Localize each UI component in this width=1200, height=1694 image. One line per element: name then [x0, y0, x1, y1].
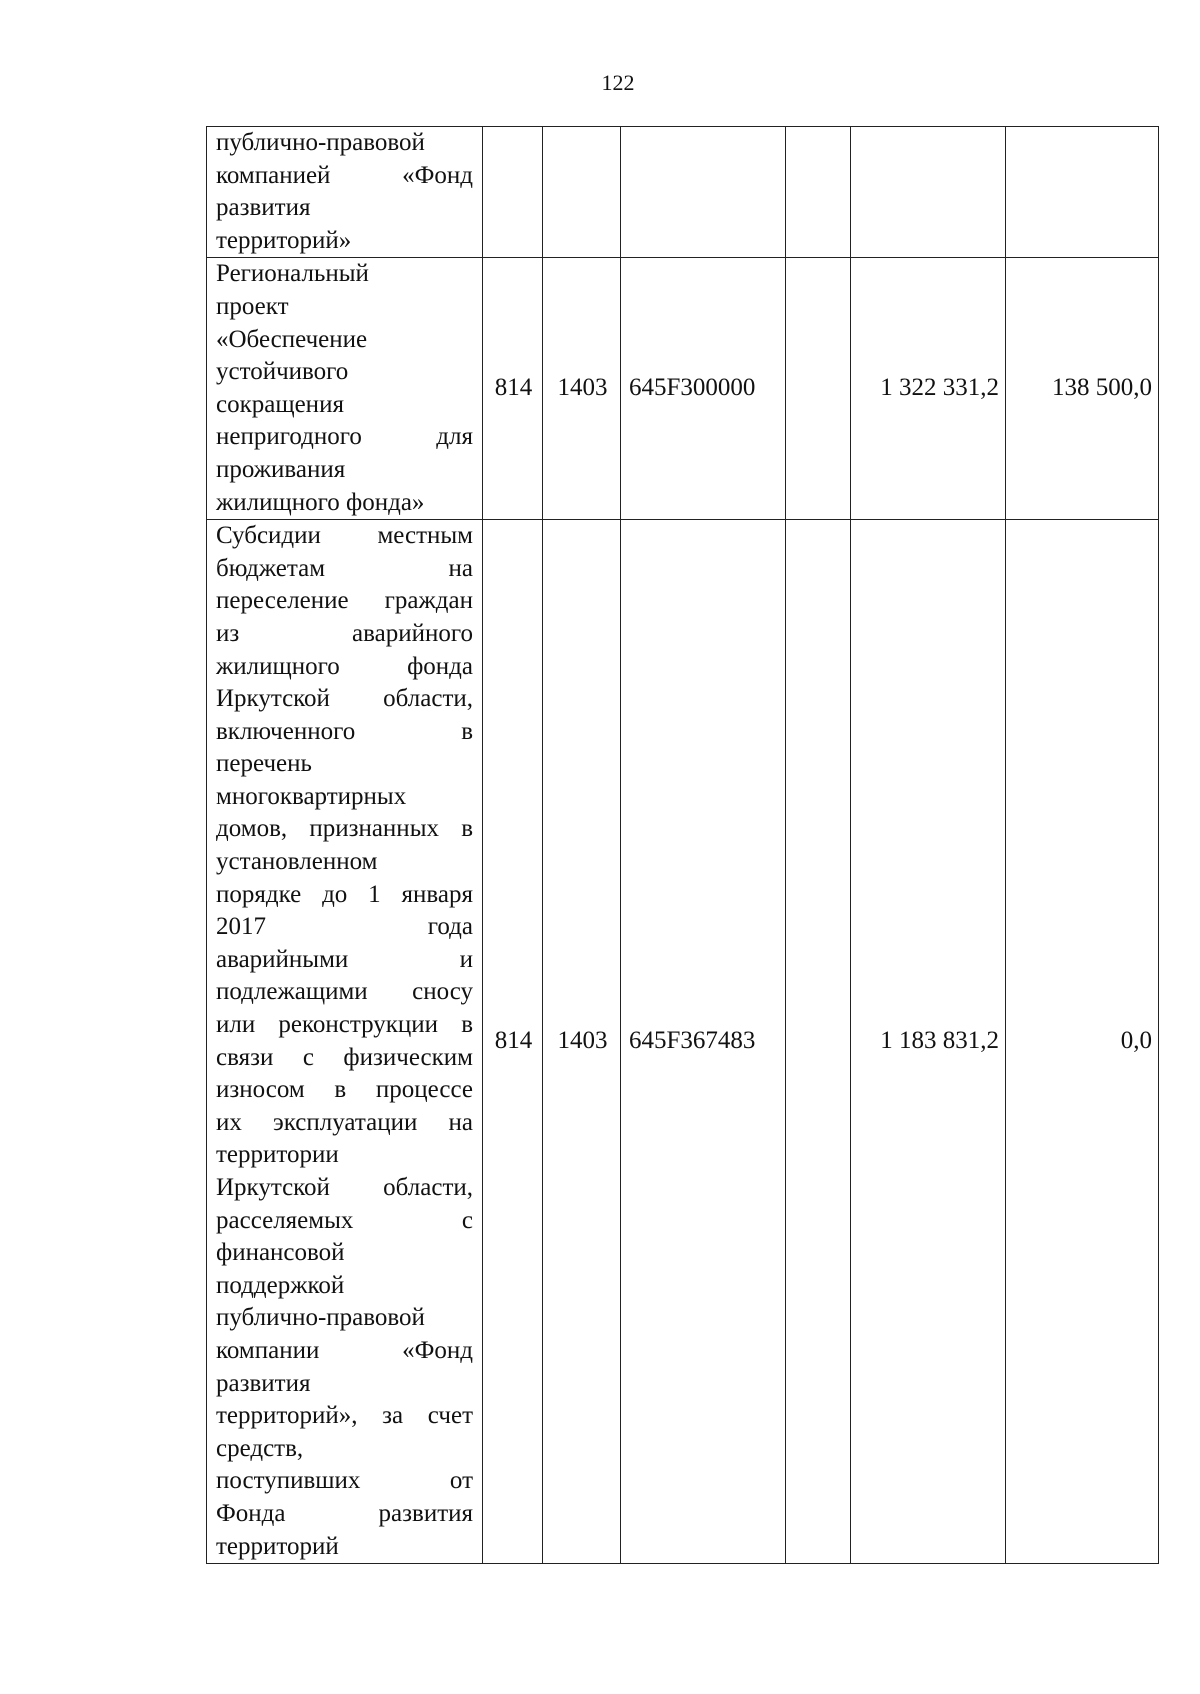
- description-line: установленном: [216, 848, 378, 876]
- admin-code-cell: 814: [483, 520, 543, 1564]
- description-line: 2017 года: [216, 913, 473, 941]
- description-cell: [207, 127, 483, 258]
- target-code-cell: 645F367483: [621, 520, 786, 1564]
- section-code-cell: [543, 127, 621, 258]
- description-line: износом в процессе: [216, 1076, 473, 1104]
- description-line: Иркутской области,: [216, 685, 473, 713]
- description-line: включенного в: [216, 717, 473, 745]
- description-line: публично-правовой: [216, 1304, 425, 1332]
- description-line: домов, признанных в: [216, 815, 473, 843]
- target-code-cell: [621, 127, 786, 258]
- description-line: жилищного фонда: [216, 652, 473, 680]
- description-line: финансовой: [216, 1239, 345, 1267]
- description-line: расселяемых с: [216, 1206, 473, 1234]
- description-line: Фонда развития: [216, 1499, 473, 1527]
- description-line: компании «Фонд: [216, 1336, 473, 1364]
- description-line: поддержкой: [216, 1271, 345, 1299]
- amount-cell: [851, 127, 1006, 258]
- amount-cell: 138 500,0: [1006, 258, 1159, 520]
- amount-cell: 0,0: [1006, 520, 1159, 1564]
- description-line: бюджетам на: [216, 554, 473, 582]
- target-code-cell: 645F300000: [621, 258, 786, 520]
- description-line: средств,: [216, 1434, 304, 1462]
- table-row: [207, 520, 1159, 1564]
- section-code-cell: 1403: [543, 258, 621, 520]
- page-number: 122: [601, 70, 635, 95]
- description-line: переселение граждан: [216, 587, 473, 615]
- description-line: Региональный: [216, 260, 369, 288]
- description-line: территории: [216, 1141, 339, 1169]
- expense-type-cell: [786, 127, 851, 258]
- description-line: из аварийного: [216, 619, 473, 647]
- description-line: «Обеспечение: [216, 325, 368, 353]
- amount-cell: 1 183 831,2: [851, 520, 1006, 1564]
- description-line: их эксплуатации на: [216, 1108, 473, 1136]
- description-line: поступивших от: [216, 1467, 473, 1495]
- description-line: Субсидии местным: [216, 522, 473, 550]
- description-line: перечень: [216, 750, 312, 778]
- budget-table: [206, 126, 1159, 1564]
- description-line: развития: [216, 194, 311, 222]
- description-line: многоквартирных: [216, 782, 407, 810]
- description-line: развития: [216, 1369, 311, 1397]
- description-line: устойчивого: [216, 358, 349, 386]
- description-line: компанией «Фонд: [216, 161, 473, 189]
- description-line: территорий»: [216, 226, 352, 254]
- expense-type-cell: [786, 258, 851, 520]
- description-line: проживания: [216, 455, 346, 483]
- description-line: или реконструкции в: [216, 1011, 473, 1039]
- description-line: сокращения: [216, 390, 344, 418]
- section-code-cell: 1403: [543, 520, 621, 1564]
- description-cell: [207, 520, 483, 1564]
- description-line: территорий», за счет: [216, 1402, 473, 1430]
- expense-type-cell: [786, 520, 851, 1564]
- description-line: Иркутской области,: [216, 1174, 473, 1201]
- description-line: публично-правовой: [216, 129, 425, 156]
- description-line: подлежащими сносу: [216, 978, 473, 1006]
- description-line: непригодного для: [216, 423, 473, 451]
- description-line: территорий: [216, 1532, 339, 1560]
- description-line: проект: [216, 292, 289, 320]
- admin-code-cell: 814: [483, 258, 543, 520]
- description-line: жилищного фонда»: [216, 488, 425, 516]
- description-cell: [207, 258, 483, 520]
- amount-cell: 1 322 331,2: [851, 258, 1006, 520]
- table-row: [207, 258, 1159, 520]
- description-line: связи с физическим: [216, 1043, 473, 1071]
- amount-cell: [1006, 127, 1159, 258]
- admin-code-cell: [483, 127, 543, 258]
- description-line: аварийными и: [216, 945, 473, 973]
- description-line: порядке до 1 января: [216, 880, 473, 908]
- table-row: [207, 127, 1159, 258]
